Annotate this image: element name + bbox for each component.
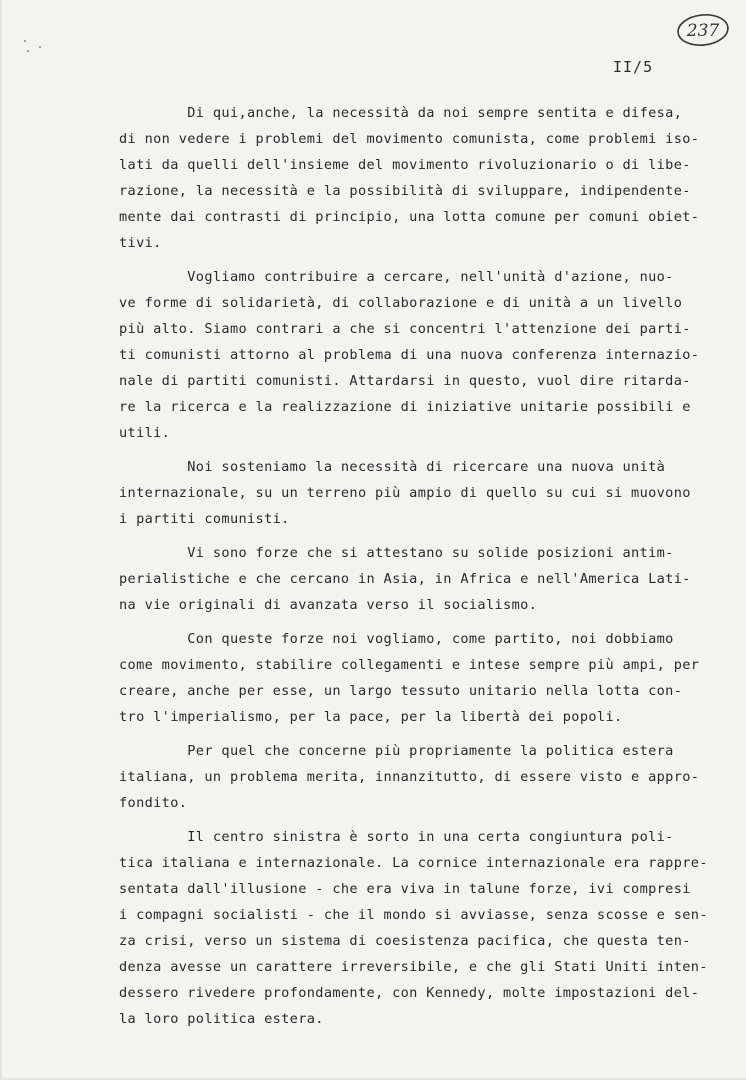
paragraph-gap — [119, 816, 733, 824]
text-line: ve forme di solidarietà, di collaborazione e di unità a un livello — [119, 295, 683, 311]
text-line: ti comunisti attorno al problema di una nuova conferenza internazio- — [119, 347, 700, 363]
paragraph-gap — [119, 730, 733, 738]
text-line: mente dai contrasti di principio, una lotta comune per comuni obiet- — [119, 209, 700, 225]
paragraph-gap — [119, 532, 733, 540]
text-line: come movimento, stabilire collegamenti e intese sempre più ampi, per — [119, 657, 700, 673]
text-line: creare, anche per esse, un largo tessuto unitario nella lotta con- — [119, 683, 683, 699]
paragraph — [119, 540, 733, 618]
text-line: Vi sono forze che si attestano su solide posizioni antim- — [119, 545, 674, 561]
paragraph-gap — [119, 256, 733, 264]
text-line: Con queste forze noi vogliamo, come partito, noi dobbiamo — [119, 631, 674, 647]
paragraph-gap — [119, 446, 733, 454]
speck — [24, 40, 26, 42]
paragraph — [119, 626, 733, 730]
text-line: utili. — [119, 425, 171, 441]
text-line: più alto. Siamo contrari a che si concentri l'attenzione dei parti- — [119, 321, 691, 337]
paragraph — [119, 738, 733, 816]
text-line: sentata dall'illusione - che era viva in talune forze, ivi compresi — [119, 881, 691, 897]
text-line: tivi. — [119, 235, 162, 251]
text-line: nale di partiti comunisti. Attardarsi in questo, vuol dire ritarda- — [119, 373, 691, 389]
text-line: i partiti comunisti. — [119, 511, 290, 527]
text-line: razione, la necessità e la possibilità di sviluppare, indipendente- — [119, 183, 691, 199]
text-line: dessero rivedere profondamente, con Kennedy, molte impostazioni del- — [119, 985, 700, 1001]
stamp-number: 237 — [686, 21, 720, 41]
speck — [27, 50, 29, 52]
text-line: tro l'imperialismo, per la pace, per la libertà dei popoli. — [119, 709, 623, 725]
text-line: Il centro sinistra è sorto in una certa congiuntura poli- — [119, 829, 674, 845]
text-line: di non vedere i problemi del movimento comunista, come problemi iso- — [119, 131, 700, 147]
paragraph — [119, 454, 733, 532]
text-line: denza avesse un carattere irreversibile, e che gli Stati Uniti inten- — [119, 959, 708, 975]
paragraph — [119, 264, 733, 446]
text-line: i compagni socialisti - che il mondo si avviasse, senza scosse e sen- — [119, 907, 708, 923]
text-line: internazionale, su un terreno più ampio di quello su cui si muovono — [119, 485, 691, 501]
paper-specks — [24, 28, 54, 58]
speck — [39, 46, 41, 48]
text-line: na vie originali di avanzata verso il socialismo. — [119, 597, 538, 613]
paragraph — [119, 100, 733, 256]
text-line: re la ricerca e la realizzazione di iniziative unitarie possibili e — [119, 399, 691, 415]
archive-stamp — [675, 12, 731, 48]
text-line: za crisi, verso un sistema di coesistenza pacifica, che questa ten- — [119, 933, 691, 949]
paragraph — [119, 824, 733, 1032]
text-line: perialistiche e che cercano in Asia, in Africa e nell'America Lati- — [119, 571, 691, 587]
stamp-circle-icon — [675, 12, 731, 48]
page-number: II/5 — [613, 58, 654, 76]
text-line: tica italiana e internazionale. La cornice internazionale era rappre- — [119, 855, 708, 871]
text-line: Noi sosteniamo la necessità di ricercare una nuova unità — [119, 459, 666, 475]
text-line: italiana, un problema merita, innanzitutto, di essere visto e appro- — [119, 769, 700, 785]
text-line: Per quel che concerne più propriamente la politica estera — [119, 743, 674, 759]
text-line: fondito. — [119, 795, 188, 811]
text-line: la loro politica estera. — [119, 1011, 324, 1027]
text-line: Di qui,anche, la necessità da noi sempre sentita e difesa, — [119, 105, 683, 121]
text-line: lati da quelli dell'insieme del movimento rivoluzionario o di libe- — [119, 157, 691, 173]
text-line: Vogliamo contribuire a cercare, nell'unità d'azione, nuo- — [119, 269, 674, 285]
paragraph-gap — [119, 618, 733, 626]
body-text — [119, 100, 733, 1032]
